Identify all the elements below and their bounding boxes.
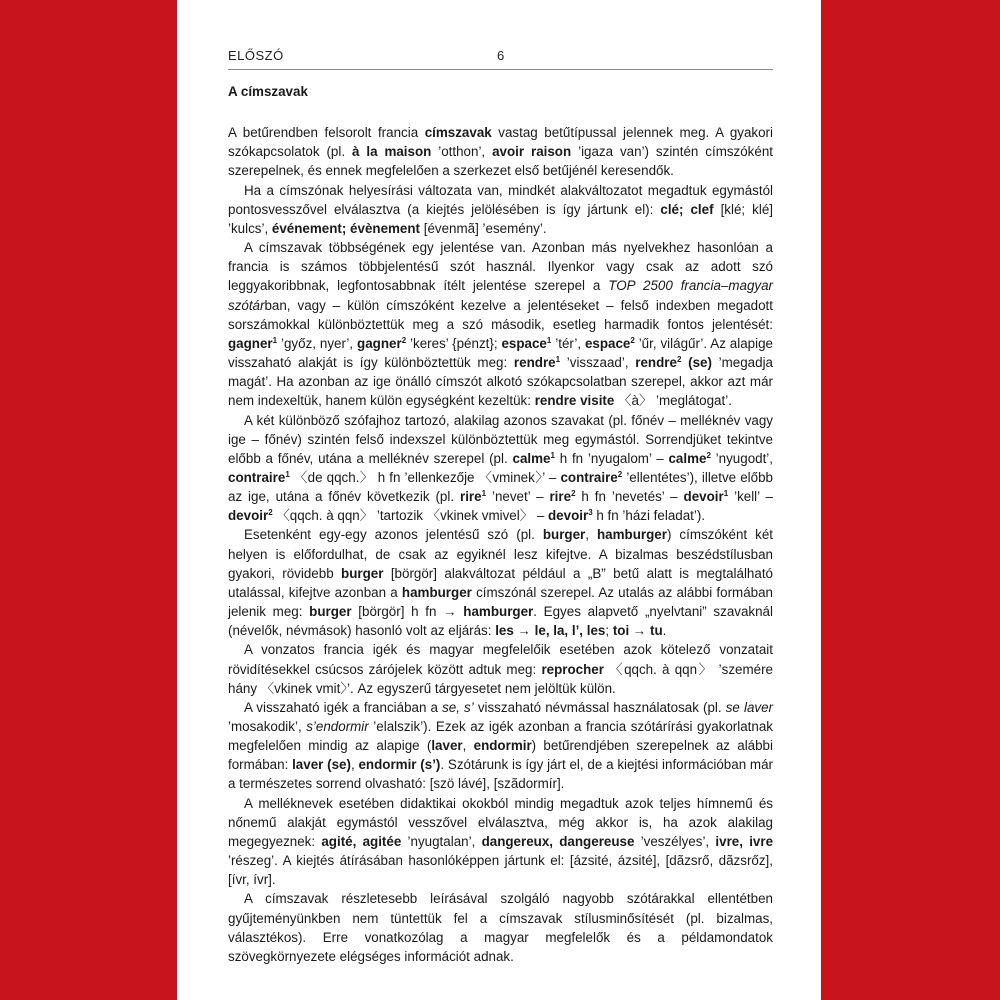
- section-title: ELŐSZÓ: [228, 48, 284, 63]
- paragraph: A vonzatos francia igék és magyar megfelelőik esetében azok kötelező vonzatait rövidítésekkel csúcsos zárójelek között adtuk meg: reprocher 〈qqch. à qqn〉 ’szemére hány 〈vkinek vmit〉’. Az egyszerű tárgyesetet nem jelöltük külön.: [228, 642, 774, 696]
- paragraph: A betűrendben felsorolt francia címszavak vastag betűtípussal jelennek meg. A gyakori szókapcsolatok (pl. à la maison ’otthon’, avoir raison ’igaza van’) szintén címszóként szerepelnek, és ennek megfelelően a szerkezet első betűjénél keresendők.: [228, 125, 773, 179]
- running-header: [228, 48, 773, 68]
- paragraph: Ha a címszónak helyesírási változata van, mindkét alakváltozatot megadtuk egymástól pontosvesszővel elválasztva (a kiejtés jelölésében is így jártunk el): clé; clef [klé; klé] ’kulcs’, événement; évènement [évenmã] ’esemény’.: [228, 182, 773, 236]
- paragraph: Esetenként egy-egy azonos jelentésű szó (pl. burger, hamburger) címszóként két helyen is előfordulhat, de csak az egyiknél lesz kifejtve. A bizalmas beszédstílusban gyakori, rövidebb burger [börgör] alakváltozat például a „B” betű alatt is megtalálható utalással, kifejtve azonban a hamburger címszónál szerepel. Az utalás az alábbi formában jelenik meg: burger [börgör] h fn → hamburger. Egyes alapvető „nyelvtani” szavaknál (névelők, névmások) hasonló volt az eljárás: les → le, la, l’, les; toi → tu.: [228, 527, 773, 639]
- header-rule: [228, 69, 773, 70]
- page-number: 6: [497, 48, 505, 63]
- paragraph: A melléknevek esetében didaktikai okokból mindig megadtuk azok teljes hímnemű és nőnemű alakját egymástól vesszővel elválasztva, még akkor is, ha azok alakilag megegyeznek: agité, agitée ’nyugtalan’, dangereux, dangereuse ’veszélyes’, ivre, ivre ’részeg’. A kiejtés átírásában hasonlóképpen jártunk el: [ázsité, ázsité], [dãzsrő, dãzsrőz], [ívr, ívr].: [228, 795, 774, 888]
- paragraph: A visszaható igék a franciában a se, s’ visszaható névmással használatosak (pl. se laver ’mosakodik’, s’endormir ’elalszik’). Ezek az igék azonban a francia szótárírási gyakorlatnak megfelelően mindig az alapige (laver, endormir) betűrendjében szerepelnek az alábbi formában: laver (se), endormir (s’). Szótárunk is így járt el, de a kiejtési információban már a természetes sorrend olvasható: [szö lávé], [szãdormír].: [228, 699, 773, 792]
- main-text: [228, 82, 773, 966]
- paragraph: A címszavak többségének egy jelentése van. Azonban más nyelvekhez hasonlóan a francia is számos többjelentésű szót használ. Ilyenkor vagy csak az adott szó leggyakoribbnak, legfontosabbnak ítélt jelentése szerepel a TOP 2500 francia–magyar szótárban, vagy – külön címszóként kezelve a jelentéseket – felső indexben megadott sorszámokkal különböztettük meg a szó második, esetleg harmadik fontos jelentését: gagner$^1$ ’győz, nyer’, gagner$^2$ ’keres’ {pénzt}; espace$^1$ ’tér’, espace$^2$ ’űr, világűr’. Az alapige visszaható alakját is így különböztettük meg: rendre$^1$ ’visszaad’, rendre$^2$ (se) ’megadja magát’. Ha azonban az ige önálló címszót alkotó szókapcsolatban szerepel, akkor azt már nem indexeltük, hanem külön egységként kezeltük: rendre visite 〈à〉 ’meglátogat’.: [228, 240, 774, 409]
- document-page: [177, 0, 821, 1000]
- paragraph: A címszavak részletesebb leírásával szolgáló nagyobb szótárakkal ellentétben gyűjteményünkben nem tüntettük fel a címszavak stílusminősítését (pl. bizalmas, választékos). Erre vonatkozólag a magyar megfelelők és a példamondatok szövegkörnyezete elégséges információt adnak.: [228, 891, 773, 964]
- paragraph: A két különböző szófajhoz tartozó, alakilag azonos szavakat (pl. főnév – melléknév vagy ige – főnév) szintén felső indexszel különböztettük meg egymástól. Sorrendjüket tekintve előbb a főnév, utána a melléknév szerepel (pl. calme$^1$ h fn ’nyugalom’ – calme$^2$ ’nyugodt’, contraire$^1$ 〈de qqch.〉 h fn ’ellenkezője 〈vminek〉’ – contraire$^2$ ’ellentétes’), illetve előbb az ige, utána a főnév következik (pl. rire$^1$ ’nevet’ – rire$^2$ h fn ’nevetés’ – devoir$^1$ ’kell’ – devoir$^2$ 〈qqch. à qqn〉 ’tartozik 〈vkinek vmivel〉 – devoir$^3$ h fn ’házi feladat’).: [228, 412, 774, 524]
- section-heading: A címszavak: [228, 84, 308, 99]
